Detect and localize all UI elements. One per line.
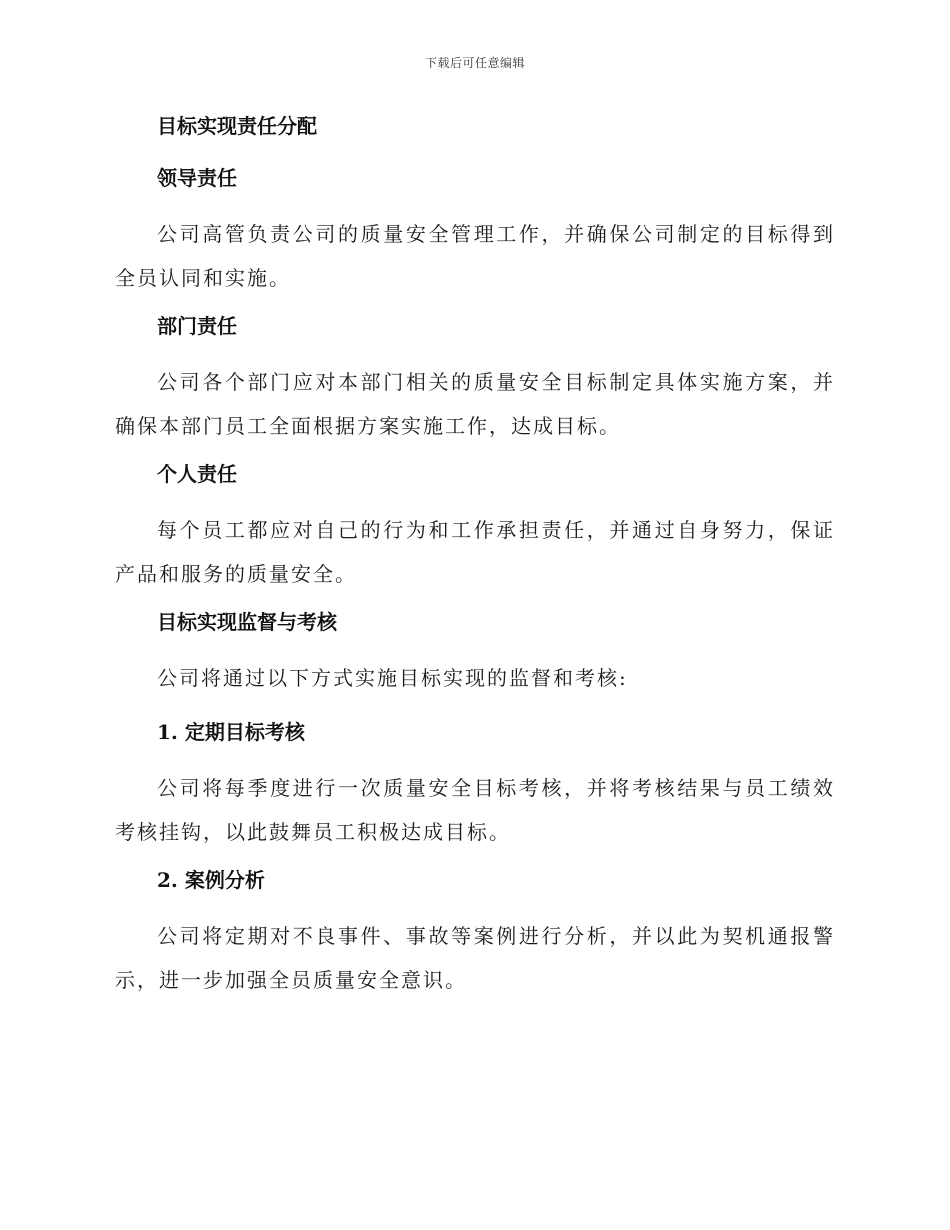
page-header-note: 下载后可任意编辑 — [424, 56, 525, 70]
paragraph-case-analysis: 公司将定期对不良事件、事故等案例进行分析，并以此为契机通报警示，进一步加强全员质量安全意识。 — [115, 924, 835, 992]
paragraph-leader: 公司高管负责公司的质量安全管理工作，并确保公司制定的目标得到全员认同和实施。 — [115, 222, 835, 290]
subsection-title-leader: 领导责任 — [157, 166, 237, 190]
paragraph-supervision-intro: 公司将通过以下方式实施目标实现的监督和考核: — [157, 666, 628, 690]
paragraph-department: 公司各个部门应对本部门相关的质量安全目标制定具体实施方案，并确保本部门员工全面根据方案实施工作，达成目标。 — [115, 370, 835, 438]
subsection-title-case-analysis: 2. 案例分析 — [157, 868, 265, 892]
subsection-title-department: 部门责任 — [157, 314, 237, 338]
section-title-supervision: 目标实现监督与考核 — [157, 610, 337, 634]
paragraph-periodic-assessment: 公司将每季度进行一次质量安全目标考核，并将考核结果与员工绩效考核挂钩，以此鼓舞员工积极达成目标。 — [115, 776, 835, 844]
section-title-responsibility: 目标实现责任分配 — [157, 114, 317, 138]
document-body — [115, 108, 835, 1010]
paragraph-personal: 每个员工都应对自己的行为和工作承担责任，并通过自身努力，保证产品和服务的质量安全。 — [115, 518, 835, 586]
subsection-title-personal: 个人责任 — [157, 462, 237, 486]
subsection-title-periodic-assessment: 1. 定期目标考核 — [157, 720, 305, 744]
